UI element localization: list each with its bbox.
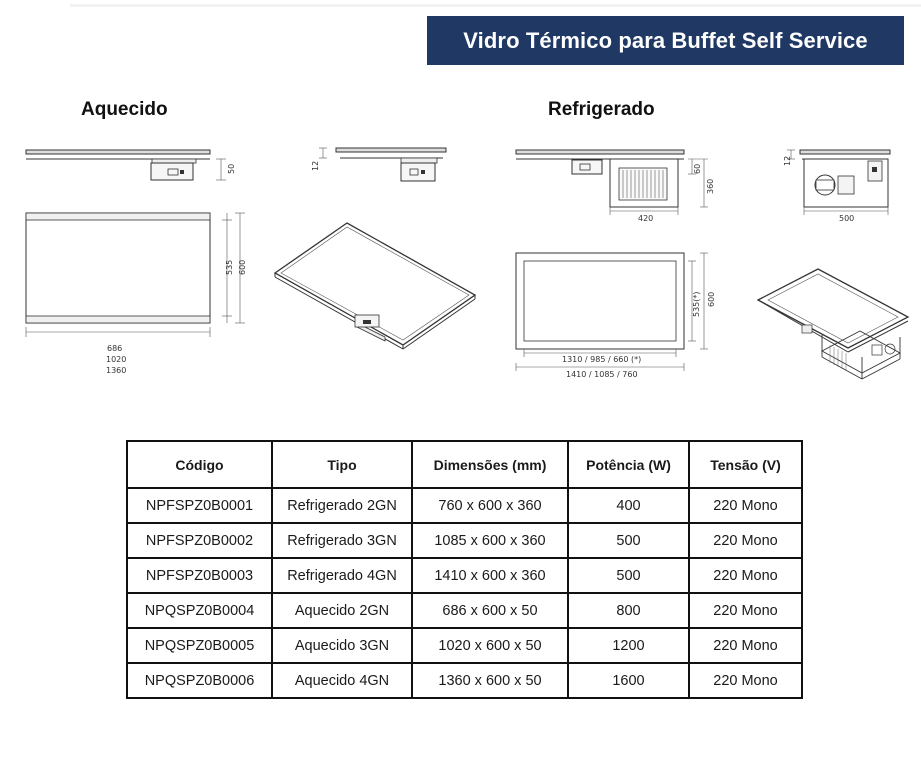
cell-type: Refrigerado 2GN	[272, 488, 412, 523]
cell-power: 400	[568, 488, 689, 523]
cell-code: NPQSPZ0B0004	[127, 593, 272, 628]
cell-dimensions: 1020 x 600 x 50	[412, 628, 568, 663]
refrigerated-outer-widths-label: 1410 / 1085 / 760	[566, 370, 638, 379]
cell-voltage: 220 Mono	[689, 558, 802, 593]
refrigerated-side-view-drawing	[780, 140, 900, 225]
cell-code: NPQSPZ0B0006	[127, 663, 272, 698]
cell-voltage: 220 Mono	[689, 523, 802, 558]
heated-width-label-2: 1020	[106, 355, 127, 364]
heated-outer-depth-label: 600	[238, 259, 247, 275]
cell-power: 500	[568, 558, 689, 593]
table-row	[127, 593, 802, 628]
cell-voltage: 220 Mono	[689, 593, 802, 628]
header-dimensions: Dimensões (mm)	[412, 441, 568, 488]
page-title: Vidro Térmico para Buffet Self Service	[427, 16, 904, 65]
refrigerated-front-view-drawing	[510, 140, 725, 225]
header-type: Tipo	[272, 441, 412, 488]
table-row	[127, 558, 802, 593]
refrigerated-top-height-label: 60	[693, 163, 702, 174]
cell-code: NPFSPZ0B0001	[127, 488, 272, 523]
heated-width-label-1: 686	[107, 344, 123, 353]
cell-power: 800	[568, 593, 689, 628]
table-row	[127, 628, 802, 663]
table-row	[127, 488, 802, 523]
cell-type: Aquecido 3GN	[272, 628, 412, 663]
heated-width-label-3: 1360	[106, 366, 127, 375]
refrigerated-glass-thickness-label: 12	[783, 155, 792, 166]
heated-front-view-drawing	[305, 138, 455, 188]
header-voltage: Tensão (V)	[689, 441, 802, 488]
refrigerated-inner-widths-label: 1310 / 985 / 660 (*)	[562, 355, 642, 364]
cell-voltage: 220 Mono	[689, 628, 802, 663]
cell-type: Refrigerado 4GN	[272, 558, 412, 593]
heated-top-view-drawing	[20, 205, 255, 380]
cell-dimensions: 760 x 600 x 360	[412, 488, 568, 523]
refrigerated-side-width-label: 500	[839, 214, 855, 223]
heated-inner-depth-label: 535	[225, 259, 234, 275]
cell-dimensions: 1360 x 600 x 50	[412, 663, 568, 698]
refrigerated-inner-depth-label: 535(*)	[692, 291, 701, 317]
refrigerated-outer-depth-label: 600	[707, 291, 716, 307]
table-row	[127, 523, 802, 558]
cell-dimensions: 1410 x 600 x 360	[412, 558, 568, 593]
top-divider	[70, 4, 921, 7]
cell-code: NPFSPZ0B0003	[127, 558, 272, 593]
cell-voltage: 220 Mono	[689, 488, 802, 523]
refrigerated-unit-width-label: 420	[638, 214, 654, 223]
cell-dimensions: 1085 x 600 x 360	[412, 523, 568, 558]
heated-side-height-label: 50	[227, 163, 236, 174]
cell-type: Refrigerado 3GN	[272, 523, 412, 558]
heated-glass-thickness-label: 12	[311, 160, 320, 171]
refrigerated-top-view-drawing	[510, 245, 730, 385]
heated-isometric-drawing	[265, 215, 490, 350]
refrigerated-section-title: Refrigerado	[548, 99, 655, 120]
header-power: Potência (W)	[568, 441, 689, 488]
cell-power: 500	[568, 523, 689, 558]
heated-section-title: Aquecido	[81, 99, 168, 120]
cell-code: NPQSPZ0B0005	[127, 628, 272, 663]
refrigerated-total-height-label: 360	[706, 178, 715, 194]
cell-voltage: 220 Mono	[689, 663, 802, 698]
cell-type: Aquecido 4GN	[272, 663, 412, 698]
refrigerated-isometric-drawing	[750, 265, 915, 390]
cell-power: 1600	[568, 663, 689, 698]
cell-type: Aquecido 2GN	[272, 593, 412, 628]
table-header-row	[127, 441, 802, 488]
header-code: Código	[127, 441, 272, 488]
table-row	[127, 663, 802, 698]
cell-dimensions: 686 x 600 x 50	[412, 593, 568, 628]
heated-side-view-drawing	[20, 140, 250, 190]
cell-code: NPFSPZ0B0002	[127, 523, 272, 558]
specifications-table	[126, 440, 803, 699]
cell-power: 1200	[568, 628, 689, 663]
